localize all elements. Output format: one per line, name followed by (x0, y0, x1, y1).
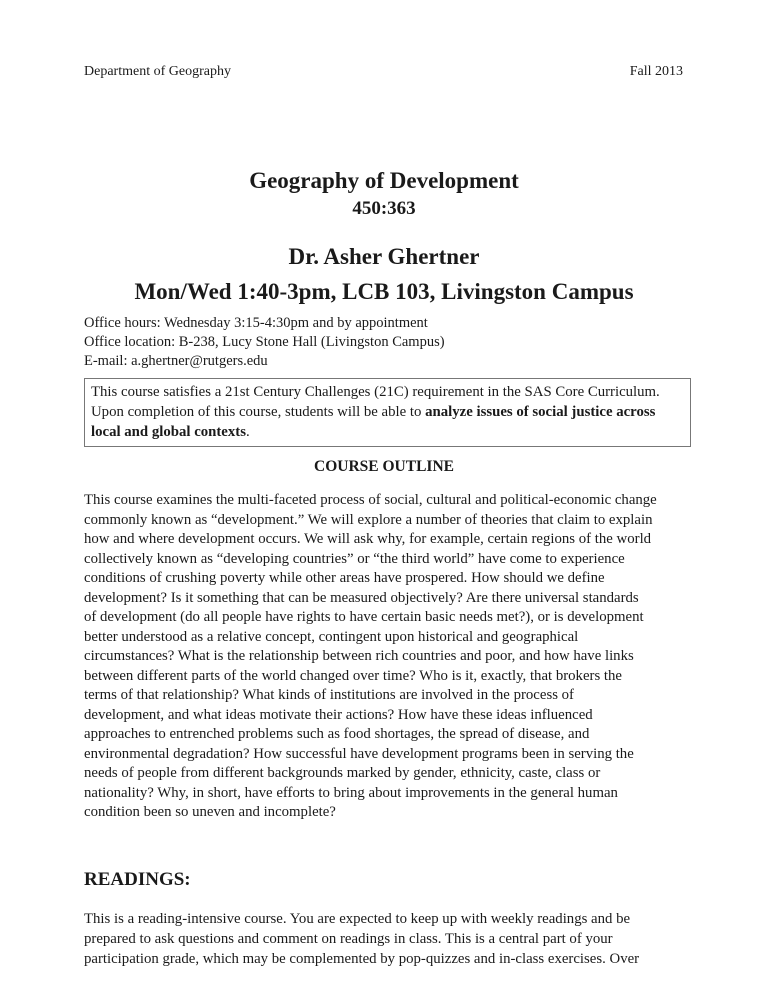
text-line: environmental degradation? How successful have development programs been in serving the (84, 745, 634, 762)
text-line: This is a reading-intensive course. You are expected to keep up with weekly readings and be (84, 911, 631, 927)
text-line: development, and what ideas motivate their actions? How have these ideas influenced (84, 706, 593, 723)
core-requirement-box (84, 378, 691, 447)
text-line: condition been so uneven and incomplete? (84, 804, 336, 820)
text-line: participation grade, which may be complemented by pop-quizzes and in-class exercises. Over (84, 951, 640, 967)
text-line: Office hours: Wednesday 3:15-4:30pm and by appointment (84, 315, 428, 331)
text-line: terms of that relationship? What kinds of institutions are involved in the process of (84, 687, 574, 703)
core-outcome-bold-cont: local and global contexts (91, 424, 246, 440)
text-line: better understood as a relative concept, contingent upon historical and geographical (84, 628, 579, 645)
outline-paragraph (84, 491, 657, 823)
text-line: nationality? Why, in short, have efforts to bring about improvements in the general human (84, 784, 618, 801)
text-line: collectively known as “developing countries” or “the third world” have come to experience (84, 550, 625, 567)
section-heading-readings: READINGS: (84, 869, 191, 890)
course-number: 450:363 (352, 198, 416, 219)
instructor-name: Dr. Asher Ghertner (288, 244, 480, 269)
text-line: conditions of crushing poverty while other areas have prospered. How should we define (84, 570, 605, 586)
text-line: E-mail: a.ghertner@rutgers.edu (84, 353, 268, 369)
core-line-1: This course satisfies a 21st Century Challenges (21C) requirement in the SAS Core Curriculum. (91, 384, 660, 400)
readings-paragraph (84, 909, 639, 969)
office-info (84, 314, 445, 371)
department-label: Department of Geography (84, 64, 231, 79)
section-heading-outline: COURSE OUTLINE (314, 458, 454, 475)
text-line: how and where development occurs. We will ask why, for example, certain regions of the world (84, 531, 652, 547)
text-line: prepared to ask questions and comment on readings in class. This is a central part of your (84, 931, 613, 947)
text-line: circumstances? What is the relationship between rich countries and poor, and how have links (84, 648, 634, 664)
text-line: needs of people from different backgrounds marked by gender, ethnicity, caste, class or (84, 765, 601, 781)
course-schedule: Mon/Wed 1:40-3pm, LCB 103, Livingston Campus (134, 279, 634, 304)
text-line: between different parts of the world changed over time? Who is it, exactly, that brokers the (84, 667, 622, 684)
core-period: . (245, 424, 250, 440)
text-line: of development (do all people have rights to have certain basic needs met?), or is development (84, 609, 644, 625)
text-line: Office location: B-238, Lucy Stone Hall (Livingston Campus) (84, 334, 445, 350)
course-title: Geography of Development (249, 168, 519, 193)
text-line: approaches to entrenched problems such as food shortages, the spread of disease, and (84, 726, 590, 742)
core-line-2: Upon completion of this course, students will be able to (91, 404, 426, 420)
text-line: This course examines the multi-faceted process of social, cultural and political-economic change (84, 492, 657, 508)
text-line: development? Is it something that can be measured objectively? Are there universal standards (84, 589, 639, 606)
term-label: Fall 2013 (629, 64, 683, 79)
core-outcome-bold: analyze issues of social justice across (425, 404, 656, 420)
text-line: commonly known as “development.” We will explore a number of theories that claim to explain (84, 511, 653, 528)
